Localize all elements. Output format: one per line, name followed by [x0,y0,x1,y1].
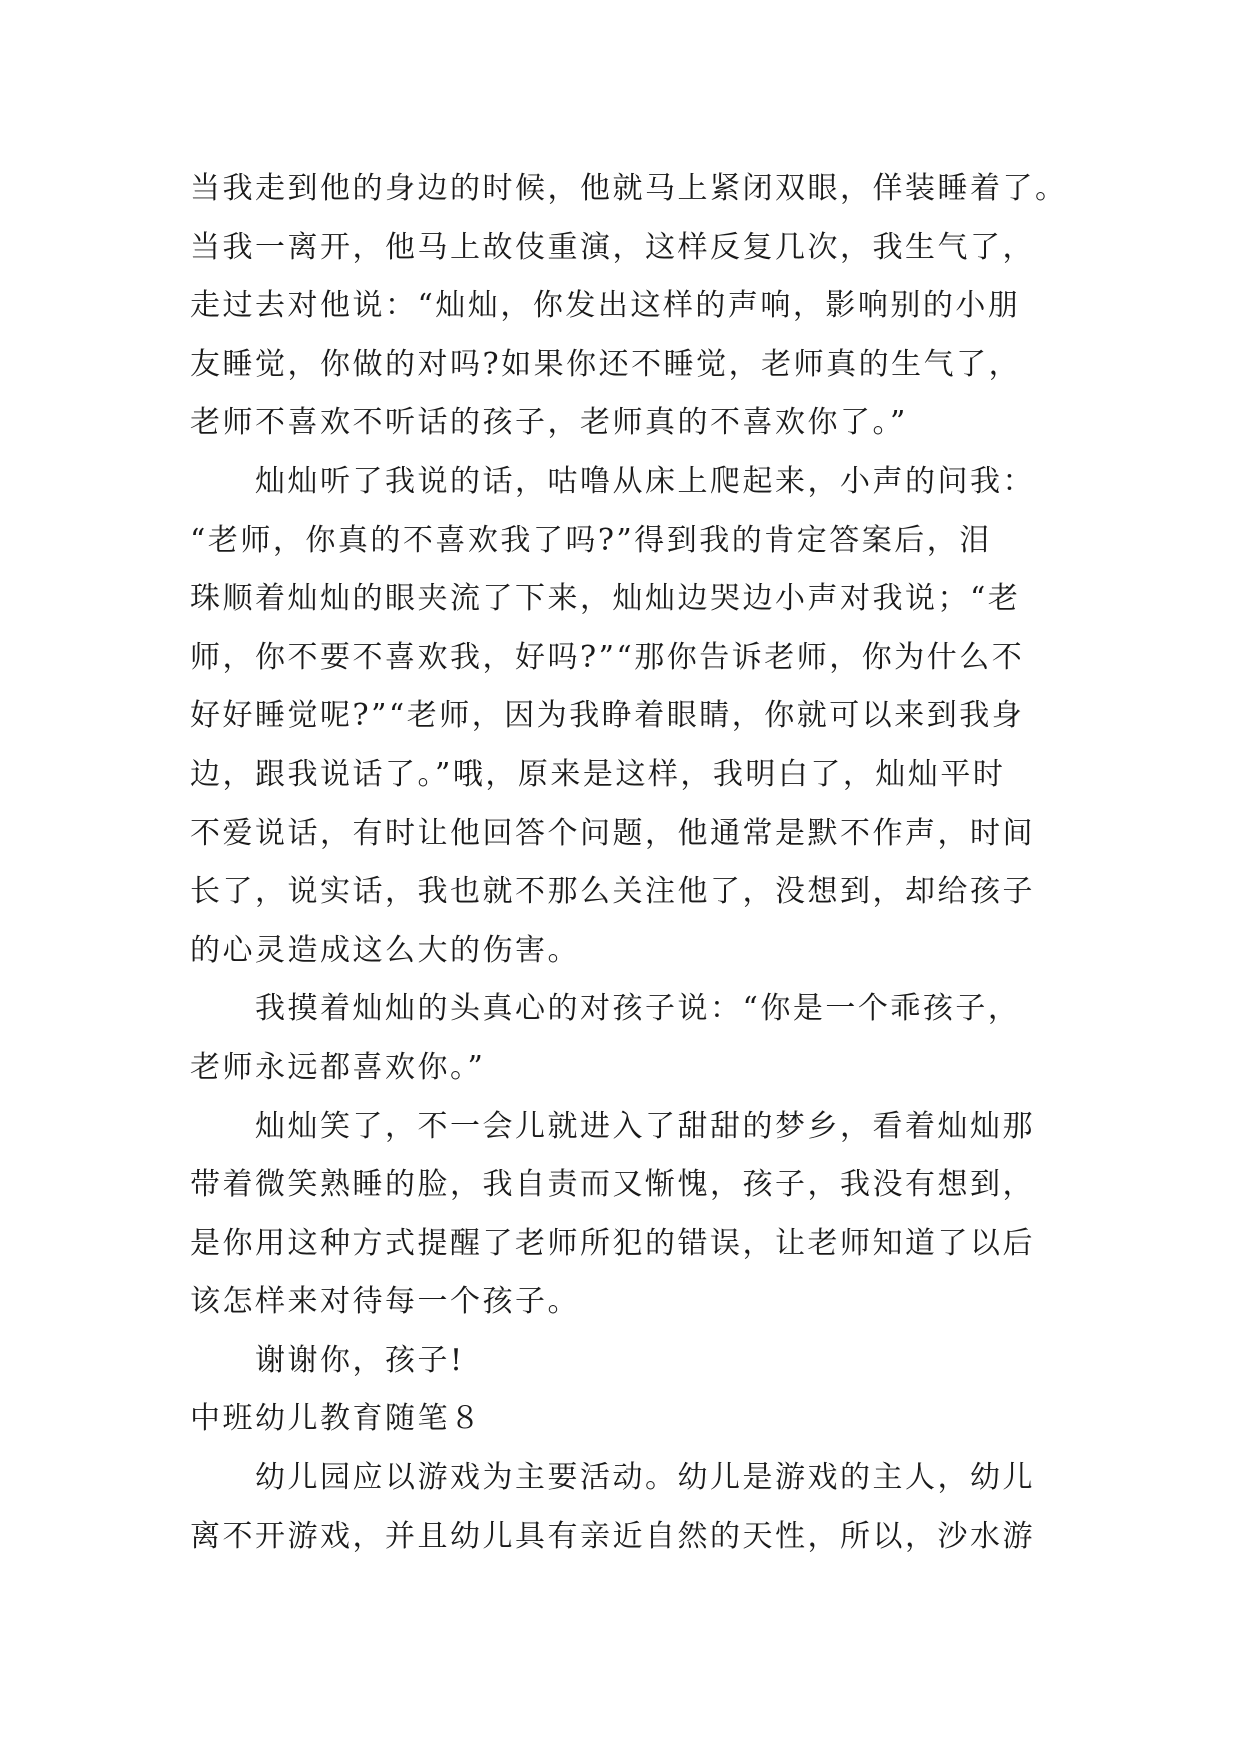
text-line: 带着微笑熟睡的脸，我自责而又惭愧，孩子，我没有想到， [190,1167,1035,1203]
document-body [190,160,1068,1566]
text-line: 离不开游戏，并且幼儿具有亲近自然的天性，所以，沙水游 [190,1518,1035,1554]
paragraph-start-line: 我摸着灿灿的头真心的对孩子说：“你是一个乖孩子， [255,991,1021,1027]
text-line: 好好睡觉呢?”“老师，因为我睁着眼睛，你就可以来到我身 [190,698,1025,734]
text-line: 边，跟我说话了。”哦，原来是这样，我明白了，灿灿平时 [190,756,1006,792]
text-line: 友睡觉，你做的对吗?如果你还不睡觉，老师真的生气了， [190,346,1022,382]
paragraph-start-line: 幼儿园应以游戏为主要活动。幼儿是游戏的主人，幼儿 [255,1460,1035,1496]
text-line: 老师永远都喜欢你。” [190,1049,486,1085]
text-line: 该怎样来对待每一个孩子。 [190,1284,580,1320]
section-heading: 中班幼儿教育随笔８ [190,1401,483,1437]
text-line: 长了，说实话，我也就不那么关注他了，没想到，却给孩子 [190,874,1035,910]
paragraph-start-line: 灿灿听了我说的话，咕噜从床上爬起来，小声的问我： [255,463,1035,499]
paragraph-start-line: 灿灿笑了，不一会儿就进入了甜甜的梦乡，看着灿灿那 [255,1108,1035,1144]
text-line: 师，你不要不喜欢我，好吗?”“那你告诉老师，你为什么不 [190,639,1025,675]
paragraph-start-line: 谢谢你，孩子! [255,1342,465,1378]
text-line: 当我走到他的身边的时候，他就马上紧闭双眼，佯装睡着了。 [190,171,1068,206]
text-line: “老师，你真的不喜欢我了吗?”得到我的肯定答案后，泪 [190,522,992,558]
text-line: 当我一离开，他马上故伎重演，这样反复几次，我生气了， [190,229,1035,265]
text-line: 珠顺着灿灿的眼夹流了下来，灿灿边哭边小声对我说；“老 [190,581,1021,617]
text-line: 走过去对他说：“灿灿，你发出这样的声响，影响别的小朋 [190,288,1021,324]
text-line: 的心灵造成这么大的伤害。 [190,932,580,968]
text-line: 不爱说话，有时让他回答个问题，他通常是默不作声，时间 [190,815,1035,851]
text-line: 是你用这种方式提醒了老师所犯的错误，让老师知道了以后 [190,1225,1035,1261]
text-line: 老师不喜欢不听话的孩子，老师真的不喜欢你了。” [190,405,908,441]
